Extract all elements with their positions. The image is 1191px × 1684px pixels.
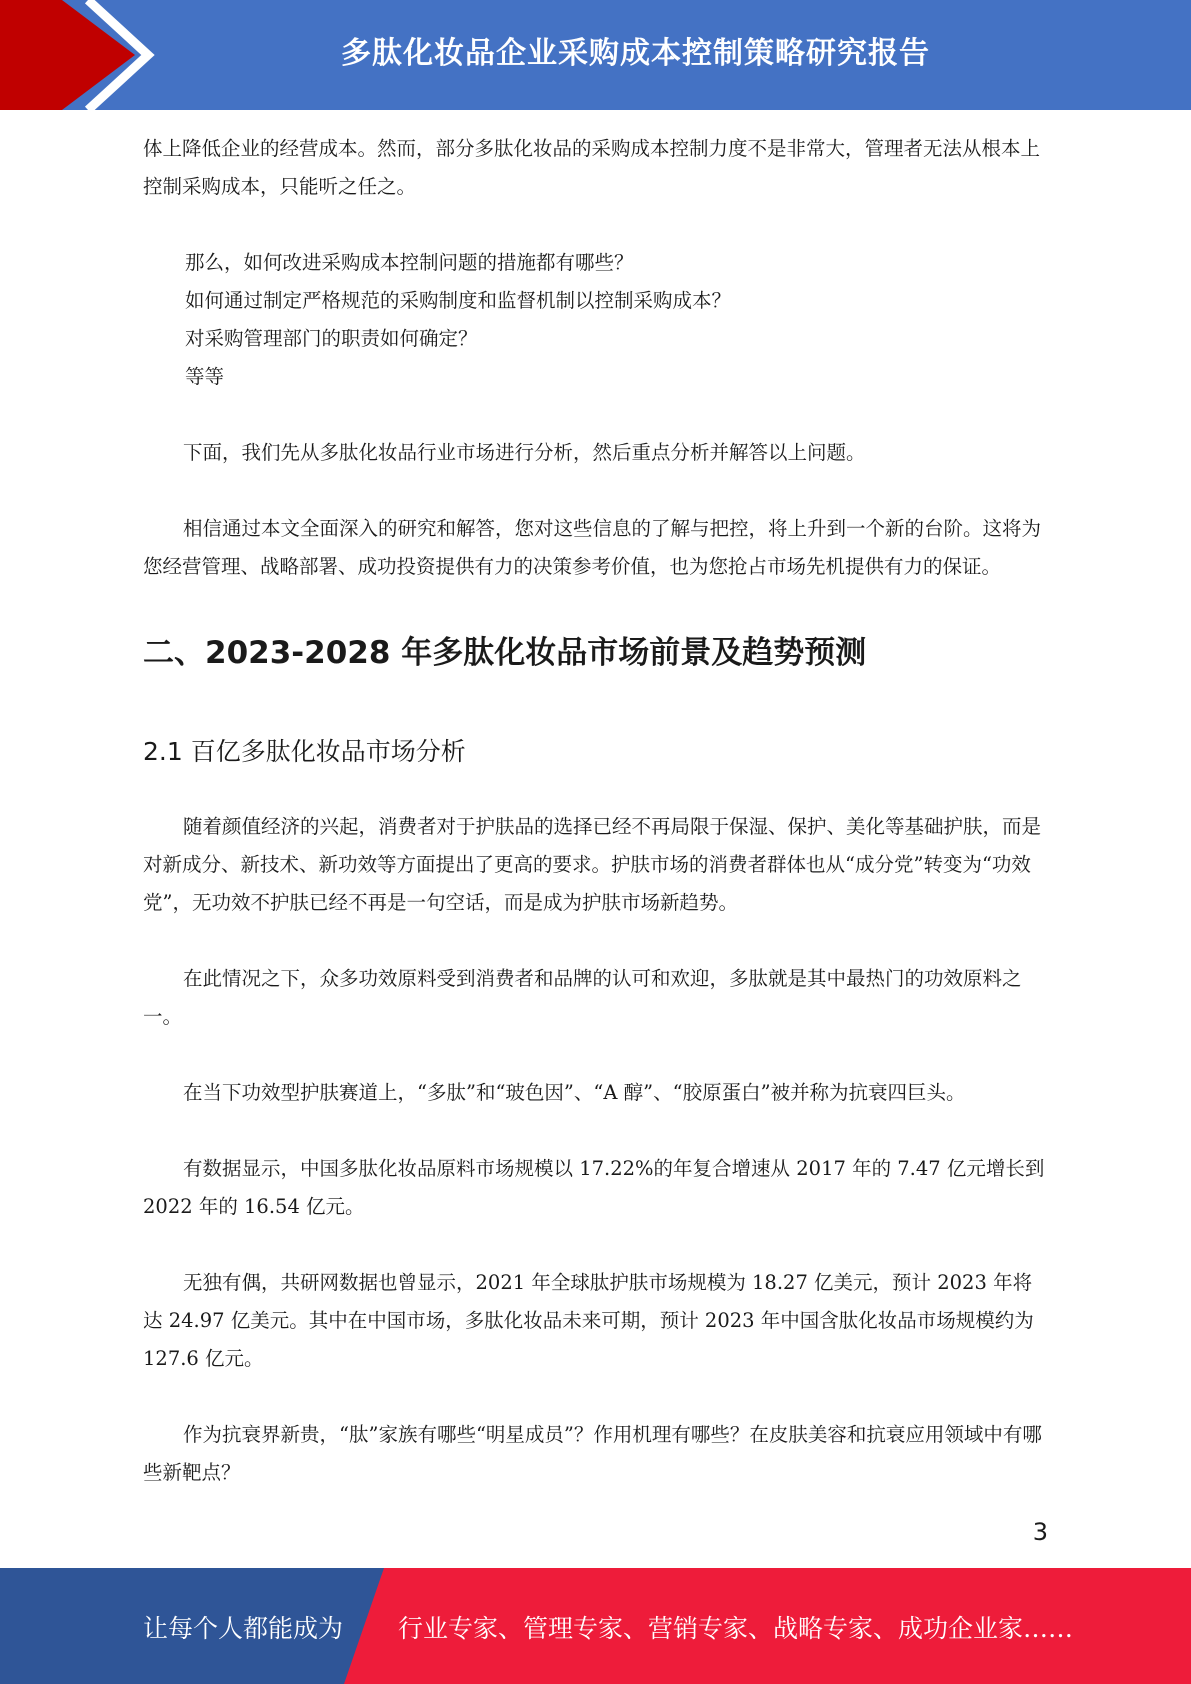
page-content: [143, 130, 1048, 1492]
intro-paragraph: 体上降低企业的经营成本。然而，部分多肽化妆品的采购成本控制力度不是非常大，管理者无法从根本上控制采购成本，只能听之任之。: [143, 137, 1041, 198]
body-paragraph: 在此情况之下，众多功效原料受到消费者和品牌的认可和欢迎，多肽就是其中最热门的功效原料之一。: [143, 967, 1022, 1028]
footer-slogan-left: 让每个人都能成为: [143, 1614, 344, 1643]
section-heading: 二、2023-2028 年多肽化妆品市场前景及趋势预测: [143, 635, 867, 671]
body-paragraph: 有数据显示，中国多肽化妆品原料市场规模以 17.22%的年复合增速从 2017 年的 7.47 亿元增长到 2022 年的 16.54 亿元。: [143, 1157, 1045, 1218]
footer-slogan-right: 行业专家、管理专家、营销专家、战略专家、成功企业家……: [398, 1614, 1074, 1643]
report-title: 多肽化妆品企业采购成本控制策略研究报告: [341, 36, 930, 71]
question-item: 如何通过制定严格规范的采购制度和监督机制以控制采购成本？: [185, 289, 732, 312]
question-item: 等等: [185, 365, 225, 388]
subsection-heading: 2.1 百亿多肽化妆品市场分析: [143, 737, 466, 766]
question-item: 那么，如何改进采购成本控制问题的措施都有哪些？: [185, 251, 634, 274]
header-arrow-decoration: [0, 0, 160, 110]
footer-bar: [0, 1568, 1191, 1684]
body-paragraph: 在当下功效型护肤赛道上，“多肽”和“玻色因”、“A 醇”、“胶原蛋白”被并称为抗衰四巨头。: [183, 1081, 966, 1104]
body-paragraph: 无独有偶，共研网数据也曾显示，2021 年全球肽护肤市场规模为 18.27 亿美元，预计 2023 年将达 24.97 亿美元。其中在中国市场，多肽化妆品未来可期，预计 2023 年中国含肽化妆品市场规模约为 127.6 亿元。: [143, 1271, 1034, 1370]
page-number: 3: [1032, 1518, 1048, 1546]
body-paragraph: 下面，我们先从多肽化妆品行业市场进行分析，然后重点分析并解答以上问题。: [183, 441, 866, 464]
body-paragraph: 相信通过本文全面深入的研究和解答，您对这些信息的了解与把控，将上升到一个新的台阶。这将为您经营管理、战略部署、成功投资提供有力的决策参考价值，也为您抢占市场先机提供有力的保证。: [143, 517, 1042, 578]
question-item: 对采购管理部门的职责如何确定？: [185, 327, 478, 350]
body-paragraph: 作为抗衰界新贵，“肽”家族有哪些“明星成员”？作用机理有哪些？在皮肤美容和抗衰应用领域中有哪些新靶点？: [143, 1423, 1042, 1484]
body-paragraph: 随着颜值经济的兴起，消费者对于护肤品的选择已经不再局限于保湿、保护、美化等基础护肤，而是对新成分、新技术、新功效等方面提出了更高的要求。护肤市场的消费者群体也从“成分党”转变为“功效党”，无功效不护肤已经不再是一句空话，而是成为护肤市场新趋势。: [143, 815, 1042, 914]
header-bar: [0, 0, 1191, 110]
